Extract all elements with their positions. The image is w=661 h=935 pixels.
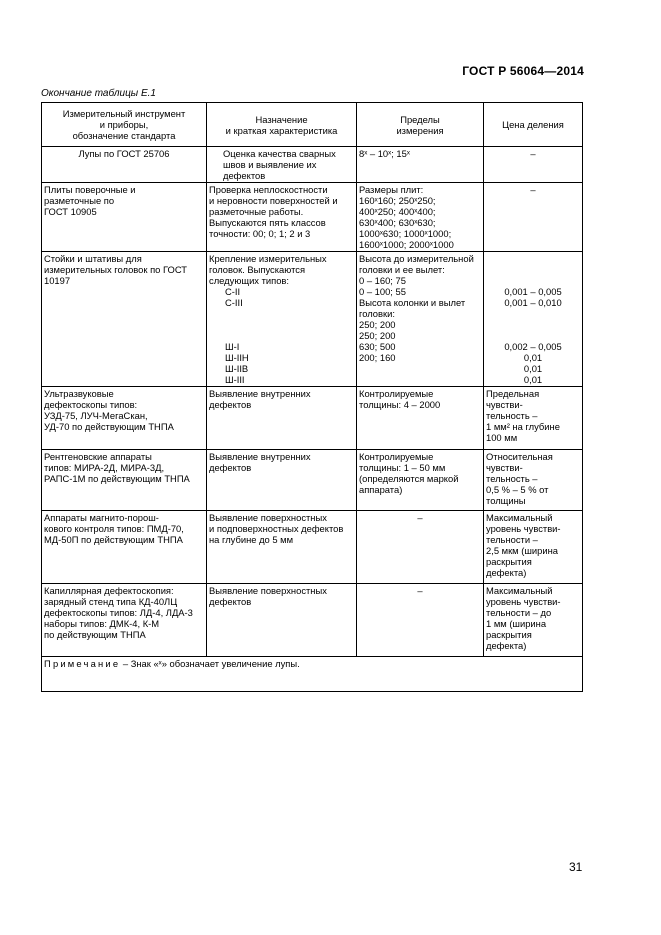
note-label: Примечание bbox=[44, 658, 121, 669]
cell-purpose: Выявление поверхностных и подповерхностных дефектов на глубине до 5 мм bbox=[207, 511, 357, 584]
header-division: Цена деления bbox=[484, 103, 583, 147]
table-row bbox=[42, 147, 583, 183]
cell-instrument: Аппараты магнито-порош- кового контроля типов: ПМД-70, МД-50П по действующим ТНПА bbox=[42, 511, 207, 584]
cell-division: Относительная чувстви- тельность – 0,5 % – 5 % от толщины bbox=[484, 450, 583, 511]
cell-division: Максимальный уровень чувстви- тельности – 2,5 мкм (ширина раскрытия дефекта) bbox=[484, 511, 583, 584]
cell-limits: – bbox=[357, 511, 484, 584]
cell-division: 0,001 – 0,005 0,001 – 0,010 0,002 – 0,005 0,01 0,01 0,01 bbox=[484, 252, 583, 387]
header-purpose: Назначение и краткая характеристика bbox=[207, 103, 357, 147]
cell-limits: Контролируемые толщины: 1 – 50 мм (определяются маркой аппарата) bbox=[357, 450, 484, 511]
cell-purpose: Выявление поверхностных дефектов bbox=[207, 584, 357, 657]
table-row bbox=[42, 183, 583, 252]
cell-purpose: Проверка неплоскостности и неровности поверхностей и разметочные работы. Выпускаются пять классов точности: 00; 0; 1; 2 и 3 bbox=[207, 183, 357, 252]
table-header-row bbox=[42, 103, 583, 147]
cell-purpose bbox=[207, 252, 357, 387]
header-limits: Пределы измерения bbox=[357, 103, 484, 147]
table-row bbox=[42, 450, 583, 511]
document-code: ГОСТ Р 56064—2014 bbox=[462, 64, 584, 78]
cell-limits: Размеры плит: 160ˣ160; 250ˣ250; 400ˣ250; 400ˣ400; 630ˣ400; 630ˣ630; 1000ˣ630; 1000ˣ1000; 1600ˣ1000; 2000ˣ1000 bbox=[357, 183, 484, 252]
cell-limits: 8ˣ – 10ˣ; 15ˣ bbox=[357, 147, 484, 183]
table-row bbox=[42, 252, 583, 387]
measuring-instruments-table bbox=[41, 102, 583, 692]
table-note-row bbox=[42, 657, 583, 692]
cell-limits: Контролируемые толщины: 4 – 2000 bbox=[357, 387, 484, 450]
cell-instrument: Рентгеновские аппараты типов: МИРА-2Д, МИРА-3Д, РАПС-1М по действующим ТНПА bbox=[42, 450, 207, 511]
cell-division: Предельная чувстви- тельность – 1 мм² на глубине 100 мм bbox=[484, 387, 583, 450]
cell-purpose: Выявление внутренних дефектов bbox=[207, 450, 357, 511]
cell-limits: Высота до измерительной головки и ее вылет: 0 – 160; 75 0 – 100; 55 Высота колонки и вылет головки: 250; 200 250; 200 630; 500 200; 160 bbox=[357, 252, 484, 387]
purpose-text: Крепление измерительных головок. Выпускаются следующих типов: bbox=[209, 253, 327, 286]
cell-purpose: Оценка качества сварных швов и выявление их дефектов bbox=[207, 147, 357, 183]
table-row bbox=[42, 387, 583, 450]
cell-instrument: Ультразвуковые дефектоскопы типов: УЗД-75, ЛУЧ-МегаСкан, УД-70 по действующим ТНПА bbox=[42, 387, 207, 450]
cell-instrument: Стойки и штативы для измерительных головок по ГОСТ 10197 bbox=[42, 252, 207, 387]
table-row bbox=[42, 511, 583, 584]
table-caption: Окончание таблицы Е.1 bbox=[41, 88, 156, 99]
cell-limits: – bbox=[357, 584, 484, 657]
note-text: – Знак «ˣ» обозначает увеличение лупы. bbox=[120, 658, 300, 669]
cell-instrument: Плиты поверочные и разметочные по ГОСТ 10905 bbox=[42, 183, 207, 252]
cell-division: – bbox=[484, 183, 583, 252]
cell-division: Максимальный уровень чувстви- тельности – до 1 мм (ширина раскрытия дефекта) bbox=[484, 584, 583, 657]
header-instrument: Измерительный инструмент и приборы, обозначение стандарта bbox=[42, 103, 207, 147]
table-note bbox=[42, 657, 583, 692]
cell-instrument: Капиллярная дефектоскопия: зарядный стенд типа КД-40ЛЦ дефектоскопы типов: ЛД-4, ЛДА-3 наборы типов: ДМК-4, К-М по действующим ТНПА bbox=[42, 584, 207, 657]
page-number: 31 bbox=[569, 860, 583, 874]
stand-types-list: С-II С-III Ш-I Ш-IIН Ш-IIВ Ш-III bbox=[225, 286, 249, 385]
cell-purpose: Выявление внутренних дефектов bbox=[207, 387, 357, 450]
cell-instrument: Лупы по ГОСТ 25706 bbox=[42, 147, 207, 183]
table-row bbox=[42, 584, 583, 657]
cell-division: – bbox=[484, 147, 583, 183]
